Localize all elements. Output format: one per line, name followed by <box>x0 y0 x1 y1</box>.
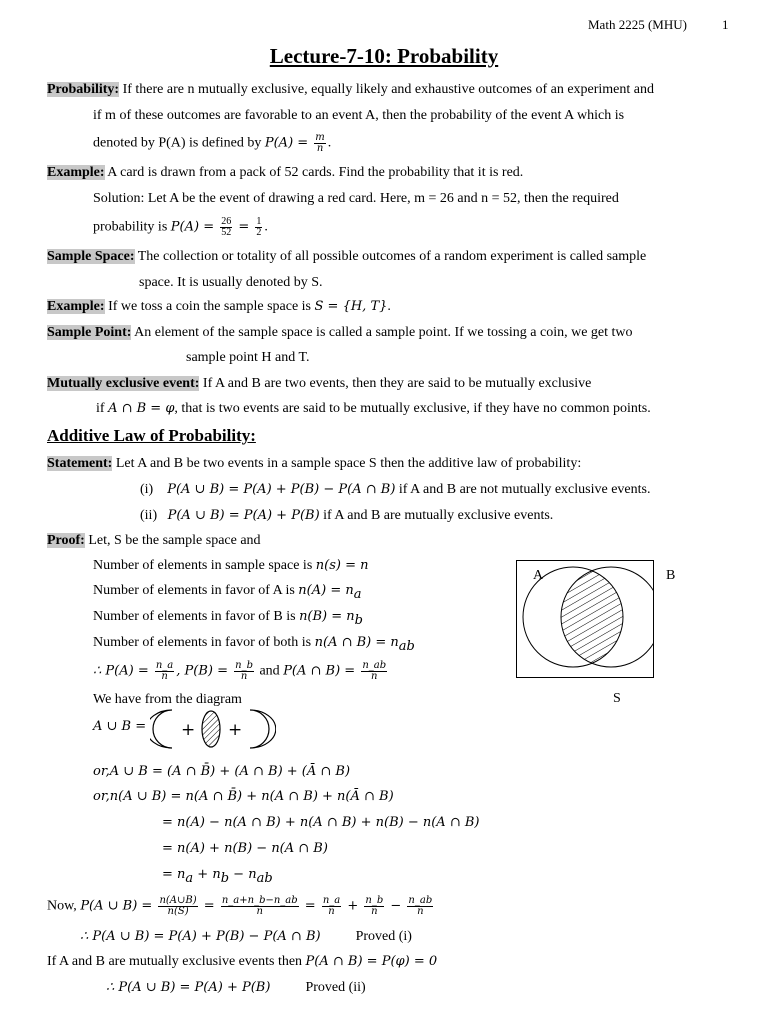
term-example: Example: <box>47 165 105 180</box>
sample-space-line1: Sample Space: The collection or totality of all possible outcomes of a random experiment is called sample <box>47 249 647 264</box>
solution-line1: Solution: Let A be the event of drawing a red card. Here, m = 26 and n = 52, then the required <box>93 191 619 206</box>
venn-label-a: A <box>533 568 544 583</box>
header-course: Math 2225 (MHU) <box>588 17 687 32</box>
hatched-intersection <box>202 711 220 747</box>
sample-space-line2: space. It is usually denoted by S. <box>139 275 323 290</box>
fraction-1-2: $\frac{1}{2}$ <box>256 216 262 238</box>
term-probability: Probability: <box>47 82 120 97</box>
derivation-eq1: = n(A) − n(A ∩ B) + n(A ∩ B) + n(B) − n(A ∩ B) <box>162 815 480 830</box>
probability-line3: denoted by P(A) is defined by P(A) = $\frac{m}{n}$ . <box>93 132 332 154</box>
derivation-now: Now, P(A ∪ B) = $\frac{n(A\cup B)}{n(S)}$ = $\frac{n\_a+n\_b-n\_ab}{n}$ = $\frac{n\_a}{n}$ + $\frac{n\_b}{n}$ − $\frac{n\_ab}{n}$ <box>47 895 433 917</box>
derivation-or2: or,n(A ∪ B) = n(A ∩ B̄) + n(A ∩ B) + n(Ā ∩ B) <box>93 789 394 804</box>
proof-line-favor-b: Number of elements in favor of B is $n(B) = n_b$ <box>93 609 363 628</box>
example2-line: Example: If we toss a coin the sample space is S = {H, T}. <box>47 299 391 314</box>
proof-line-favor-a: Number of elements in favor of A is $n(A) = n_a$ <box>93 583 362 602</box>
solution-line2: probability is P(A) = $\frac{26}{52}$ = $\frac{1}{2}$ . <box>93 216 268 238</box>
result-proved-ii: ∴ P(A ∪ B) = P(A) + P(B) Proved (ii) <box>106 980 366 995</box>
venn-label-s: S <box>613 691 621 706</box>
derivation-or1: or,A ∪ B = (A ∩ B̄) + (A ∩ B) + (Ā ∩ B) <box>93 764 351 779</box>
derivation-eq2: = n(A) + n(B) − n(A ∩ B) <box>162 841 328 856</box>
proof-intro: Proof: Let, S be the sample space and <box>47 533 261 548</box>
sample-point-line1: Sample Point: An element of the sample space is called a sample point. If we tossing a coin, we get two <box>47 325 633 340</box>
probability-line2: if m of these outcomes are favorable to an event A, then the probability of the event A which is <box>93 108 625 123</box>
page-title: Lecture-7-10: Probability <box>269 44 499 68</box>
mutually-exclusive-line1: Mutually exclusive event: If A and B are two events, then they are said to be mutually exclusive <box>47 376 592 391</box>
proof-line-sample-space: Number of elements in sample space is n(s) = n <box>93 558 369 573</box>
term-statement: Statement: <box>47 456 113 471</box>
fraction-26-52: $\frac{26}{52}$ <box>221 216 232 238</box>
plus-sign-1: + <box>181 720 196 740</box>
probability-line1: Probability: If there are n mutually exclusive, equally likely and exhaustive outcomes of an experiment and <box>47 82 655 97</box>
union-decomposition-figure <box>150 708 276 750</box>
section-heading-additive-law: Additive Law of Probability: <box>47 426 256 445</box>
fraction-m-over-n: $\frac{m}{n}$ <box>315 132 325 154</box>
proof-line-probabilities: ∴ P(A) = $\frac{n\_a}{n}$ , P(B) = $\frac{n\_b}{n}$ and P(A ∩ B) = $\frac{n\_ab}{n}$ <box>93 660 387 682</box>
term-sample-space: Sample Space: <box>47 249 135 264</box>
sample-point-line2: sample point H and T. <box>186 350 310 365</box>
statement-line: Statement: Let A and B be two events in a sample space S then the additive law of probability: <box>47 456 582 471</box>
mutually-exclusive-line2: if A ∩ B = φ, that is two events are said to be mutually exclusive, if they have no common points. <box>96 401 651 416</box>
plus-sign-2: + <box>228 720 243 740</box>
proof-line-favor-both: Number of elements in favor of both is n(A ∩ $B) = n_{ab}$ <box>93 635 415 654</box>
term-sample-point: Sample Point: <box>47 325 132 340</box>
additive-item-2: (ii) P(A ∪ B) = P(A) + P(B) if A and B are mutually exclusive events. <box>140 508 554 523</box>
derivation-eq3: = $n_a + n_b - n_{ab}$ <box>162 867 273 886</box>
example1-line: Example: A card is drawn from a pack of 52 cards. Find the probability that it is red. <box>47 165 524 180</box>
diagram-intro: We have from the diagram <box>93 692 242 707</box>
term-example-2: Example: <box>47 299 105 314</box>
union-label: A ∪ B = <box>93 719 147 734</box>
result-proved-i: ∴ P(A ∪ B) = P(A) + P(B) − P(A ∩ B) Proved (i) <box>80 929 412 944</box>
venn-label-b: B <box>666 568 676 583</box>
term-proof: Proof: <box>47 533 85 548</box>
additive-item-1: (i) P(A ∪ B) = P(A) + P(B) − P(A ∩ B) if A and B are not mutually exclusive events. <box>140 482 651 497</box>
crescent-b <box>250 710 276 748</box>
page-number: 1 <box>722 17 729 32</box>
crescent-a <box>150 710 172 748</box>
mutually-exclusive-condition: If A and B are mutually exclusive events then P(A ∩ B) = P(φ) = 0 <box>47 954 438 969</box>
term-mutually-exclusive: Mutually exclusive event: <box>47 376 200 391</box>
